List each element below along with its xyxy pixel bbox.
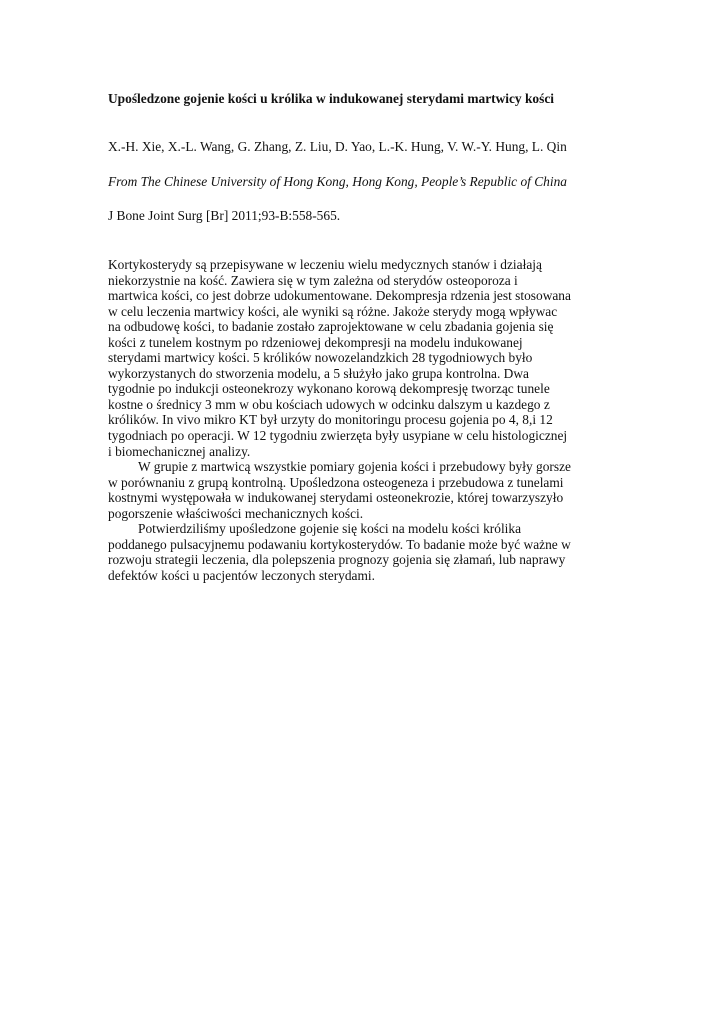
text-line: wykorzystanych do stworzenia modelu, a 5 służyło jako grupa kontrolna. Dwa [108, 365, 529, 381]
text-line: martwica kości, co jest dobrze udokumentowane. Dekompresja rdzenia jest stosowana [108, 288, 571, 304]
text-line: tygodniach po operacji. W 12 tygodniu zwierzęta były usypiane w celu histologicznej [108, 428, 568, 444]
text-line: poddanego pulsacyjnemu podawaniu kortykosterydów. To badanie może być ważne w [108, 536, 571, 552]
abstract-paragraph [108, 257, 628, 459]
document-title: Upośledzone gojenie kości u królika w indukowanej sterydami martwicy kości [108, 91, 554, 106]
text-line: kostnymi występowała w indukowanej sterydami osteonekrozie, której towarzyszyło [108, 490, 564, 506]
text-line: pogorszenie właściwości mechanicznych kości. [108, 505, 364, 521]
text-line: w porównaniu z grupą kontrolną. Upośledzona osteogeneza i przebudowa z tunelami [108, 474, 564, 490]
text-line: królików. In vivo mikro KT był urzyty do monitoringu procesu gojenia po 4, 8,i 12 [108, 412, 553, 428]
text-line: W grupie z martwicą wszystkie pomiary gojenia kości i przebudowy były gorsze [138, 459, 571, 475]
text-line: tygodnie po indukcji osteonekrozy wykonano korową dekompresję tworząc tunele [108, 381, 550, 397]
author-list: X.-H. Xie, X.-L. Wang, G. Zhang, Z. Liu, D. Yao, L.-K. Hung, V. W.-Y. Hung, L. Qin [108, 139, 567, 154]
text-line: i biomechanicznej analizy. [108, 443, 251, 459]
text-line: rozwoju strategii leczenia, dla polepszenia prognozy gojenia się złamań, lub naprawy [108, 552, 566, 568]
text-line: Potwierdziliśmy upośledzone gojenie się kości na modelu kości królika [138, 521, 522, 537]
text-line: kostne o średnicy 3 mm w obu kościach udowych w odcinku dalszym u kazdego z [108, 396, 550, 412]
abstract-paragraph [108, 521, 628, 583]
text-line: defektów kości u pacjentów leczonych sterydami. [108, 567, 375, 583]
text-line: Kortykosterydy są przepisywane w leczeniu wielu medycznych stanów i działają [108, 257, 542, 272]
journal-citation: J Bone Joint Surg [Br] 2011;93-B:558-565. [108, 208, 341, 223]
text-line: niekorzystnie na kość. Zawiera się w tym zależna od sterydów osteoporoza i [108, 272, 518, 288]
text-line: kości z tunelem kostnym po rdzeniowej dekompresji na modelu indukowanej [108, 334, 523, 350]
text-line: sterydami martwicy kości. 5 królików nowozelandzkich 28 tygodniowych było [108, 350, 533, 366]
abstract-paragraph [108, 459, 628, 521]
abstract-body [108, 257, 628, 583]
author-affiliation: From The Chinese University of Hong Kong, Hong Kong, People’s Republic of China [108, 174, 567, 189]
text-line: na odbudowę kości, to badanie zostało zaprojektowane w celu zbadania gojenia się [108, 319, 554, 335]
text-line: w celu leczenia martwicy kości, ale wyniki są różne. Jakoże sterydy mogą wpływac [108, 303, 558, 319]
